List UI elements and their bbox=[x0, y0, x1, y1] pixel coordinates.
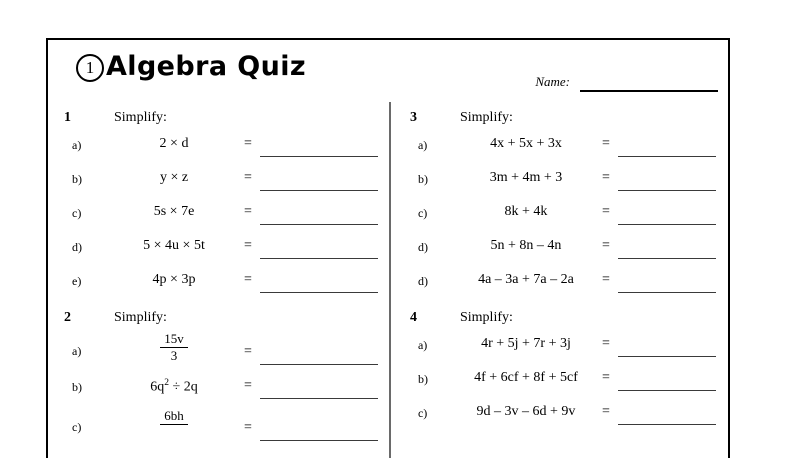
name-field-group bbox=[535, 74, 718, 92]
exponent: 2 bbox=[164, 378, 170, 388]
question-item bbox=[410, 366, 716, 400]
answer-input-line[interactable] bbox=[260, 270, 378, 293]
question-number: 4 bbox=[409, 310, 417, 325]
equals-sign: = bbox=[601, 370, 610, 385]
answer-input-line[interactable] bbox=[618, 134, 716, 157]
page-title: Algebra Quiz bbox=[106, 51, 306, 82]
fraction-denominator: 3 bbox=[170, 347, 178, 363]
fraction-denominator bbox=[160, 425, 188, 426]
question-item bbox=[410, 400, 716, 434]
answer-input-line[interactable] bbox=[260, 134, 378, 157]
answer-input-line[interactable] bbox=[618, 236, 716, 259]
question-expression: 4f + 6cf + 8f + 5cf bbox=[474, 370, 578, 385]
question-item-letter: e) bbox=[72, 274, 82, 288]
question-prompt: Simplify: bbox=[459, 310, 513, 325]
question-heading bbox=[64, 110, 378, 126]
equals-sign: = bbox=[601, 136, 610, 151]
answer-input-line[interactable] bbox=[260, 418, 378, 441]
answer-input-line[interactable] bbox=[260, 342, 378, 365]
equals-sign: = bbox=[601, 404, 610, 419]
question-item bbox=[410, 234, 716, 268]
question-item-letter: a) bbox=[417, 138, 428, 152]
fraction-numerator: 15v bbox=[160, 332, 188, 348]
equals-sign: = bbox=[244, 420, 252, 435]
question-heading bbox=[410, 110, 716, 126]
question-expression: $6q^2 \div 2q$ bbox=[150, 378, 198, 395]
question-item-letter: a) bbox=[72, 138, 82, 152]
question-expression: y × z bbox=[159, 170, 189, 185]
equals-sign: = bbox=[244, 204, 252, 219]
worksheet-header bbox=[48, 40, 728, 102]
question-item-letter: d) bbox=[417, 274, 428, 288]
fraction bbox=[160, 332, 188, 362]
equals-sign: = bbox=[244, 378, 252, 393]
question-item bbox=[410, 200, 716, 234]
equals-sign: = bbox=[601, 204, 610, 219]
question-columns bbox=[48, 102, 728, 450]
question-item-letter: b) bbox=[417, 372, 428, 386]
question-item bbox=[64, 332, 378, 374]
fraction-numerator: 6bh bbox=[160, 409, 188, 425]
question-item-letter: b) bbox=[72, 172, 82, 186]
question-item bbox=[64, 200, 378, 234]
right-column bbox=[388, 102, 728, 450]
question-item-letter: a) bbox=[417, 338, 428, 352]
question-item-letter: d) bbox=[417, 240, 428, 254]
question-item bbox=[410, 166, 716, 200]
question-prompt: Simplify: bbox=[459, 110, 513, 125]
equals-sign: = bbox=[244, 344, 252, 359]
question-item-letter: b) bbox=[72, 380, 82, 394]
question-item bbox=[64, 268, 378, 302]
question-number: 3 bbox=[409, 110, 417, 125]
question-expression: 2 × d bbox=[159, 136, 189, 151]
question-expression: 5n + 8n – 4n bbox=[490, 238, 562, 253]
answer-input-line[interactable] bbox=[260, 168, 378, 191]
answer-input-line[interactable] bbox=[618, 402, 716, 425]
question-expression bbox=[104, 408, 244, 428]
answer-input-line[interactable] bbox=[260, 202, 378, 225]
answer-input-line[interactable] bbox=[618, 168, 716, 191]
question-item bbox=[64, 132, 378, 166]
question-heading bbox=[410, 310, 716, 326]
equals-sign: = bbox=[244, 272, 252, 287]
question-item bbox=[64, 166, 378, 200]
question-item-letter: c) bbox=[72, 420, 82, 434]
page-number-badge: 1 bbox=[76, 54, 104, 82]
question-item-letter: a) bbox=[72, 344, 82, 358]
question-number: 1 bbox=[64, 110, 71, 125]
question-item-letter: c) bbox=[72, 206, 82, 220]
answer-input-line[interactable] bbox=[618, 270, 716, 293]
question-item bbox=[64, 374, 378, 408]
question-expression: 4r + 5j + 7r + 3j bbox=[481, 336, 571, 351]
question-expression: 5s × 7e bbox=[153, 204, 195, 219]
question-expression: 4p × 3p bbox=[152, 272, 196, 287]
equals-sign: = bbox=[601, 170, 610, 185]
fraction bbox=[160, 409, 188, 426]
equals-sign: = bbox=[601, 336, 610, 351]
left-column bbox=[48, 102, 388, 450]
answer-input-line[interactable] bbox=[618, 368, 716, 391]
question-item bbox=[410, 268, 716, 302]
question-prompt: Simplify: bbox=[114, 110, 167, 125]
question-expression: 8k + 4k bbox=[504, 204, 548, 219]
question-item-letter: c) bbox=[417, 406, 428, 420]
worksheet-page bbox=[46, 38, 730, 458]
question-item bbox=[410, 132, 716, 166]
question-item bbox=[64, 234, 378, 268]
answer-input-line[interactable] bbox=[260, 376, 378, 399]
equals-sign: = bbox=[601, 272, 610, 287]
name-label: Name: bbox=[535, 74, 570, 89]
question-number: 2 bbox=[64, 310, 71, 325]
question-expression bbox=[104, 332, 244, 362]
question-expression: 4x + 5x + 3x bbox=[490, 136, 562, 151]
name-input-line[interactable] bbox=[580, 90, 718, 92]
question-prompt: Simplify: bbox=[114, 310, 167, 325]
question-item-letter: d) bbox=[72, 240, 82, 254]
question-item-letter: b) bbox=[417, 172, 428, 186]
question-item bbox=[410, 332, 716, 366]
question-expression: 9d – 3v – 6d + 9v bbox=[476, 404, 576, 419]
question-expression: 5 × 4u × 5t bbox=[143, 238, 205, 253]
answer-input-line[interactable] bbox=[260, 236, 378, 259]
equals-sign: = bbox=[244, 136, 252, 151]
question-heading bbox=[64, 310, 378, 326]
question-item-letter: c) bbox=[417, 206, 428, 220]
answer-input-line[interactable] bbox=[618, 334, 716, 357]
question-expression: 3m + 4m + 3 bbox=[489, 170, 563, 185]
equals-sign: = bbox=[244, 238, 252, 253]
column-divider bbox=[389, 102, 391, 458]
equals-sign: = bbox=[244, 170, 252, 185]
equals-sign: = bbox=[601, 238, 610, 253]
question-expression: 4a – 3a + 7a – 2a bbox=[478, 272, 574, 287]
answer-input-line[interactable] bbox=[618, 202, 716, 225]
question-item bbox=[64, 408, 378, 450]
